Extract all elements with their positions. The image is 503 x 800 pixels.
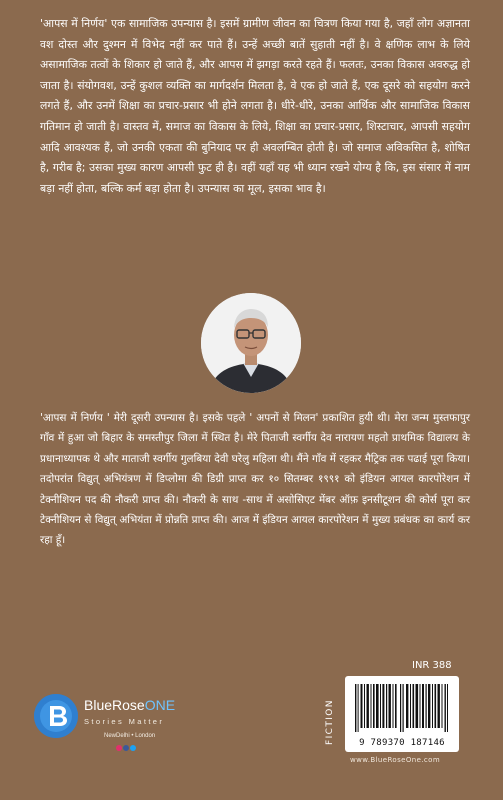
publisher-name-main: BlueRose xyxy=(84,697,145,713)
isbn-barcode xyxy=(345,676,459,752)
social-icons xyxy=(116,744,136,754)
facebook-icon xyxy=(123,745,129,751)
publisher-website: www.BlueRoseOne.com xyxy=(350,756,441,764)
author-bio: 'आपस में निर्णय ' मेरी दूसरी उपन्यास है। इसके पहले ' अपनों से मिलन' प्रकाशित हुयी थी। मेरा जन्म मुस्तफापुर गाँव में हुआ जो बिहार के समस्तीपुर जिला में स्थित है। मेरे पिताजी स्वर्गीय देव नारायण महतो प्राथमिक विद्यालय के प्रधानाध्यापक थे और माताजी स्वर्गीय गुलबिया देवी घरेलु महिला थी। मैंने गाँव में रहकर मैट्रिक तक पढाई पूरा किया। तदोपरांत विद्युत् अभियंत्रण में डिप्लोमा की डिग्री प्राप्त कर १० सितम्बर १९९१ को इंडियन आयल कारपोरेशन में टेक्नीशियन पद की नौकरी प्राप्त की। नौकरी के साथ -साथ में असोसिएट मेंबर ऑफ़ इनसीटूशन की कोर्स पूरा कर टेक्नीशियन से विद्युत् अभियंता में प्रोन्नति प्राप्त की। आज में इंडियन आयल कारपोरेशन में मुख्य प्रबंधक का कार्य कर रहा हूँ। xyxy=(40,412,470,547)
publisher-name xyxy=(84,697,175,713)
publisher-logo-icon xyxy=(34,694,78,738)
instagram-icon xyxy=(116,745,122,751)
genre-label: FICTION xyxy=(325,699,335,745)
isbn-number: 9 789370 187146 xyxy=(359,738,445,748)
publisher-tagline: Stories Matter xyxy=(84,717,165,726)
twitter-icon xyxy=(130,745,136,751)
price-label: INR 388 xyxy=(412,660,452,671)
publisher-name-accent: ONE xyxy=(144,697,176,713)
author-photo xyxy=(201,293,301,393)
book-blurb: 'आपस में निर्णय' एक सामाजिक उपन्यास है। इसमें ग्रामीण जीवन का चित्रण किया गया है, जहाँ लोग अज्ञानता वश दोस्त और दुश्मन में विभेद नहीं कर पाते हैं। उन्हें अच्छी बातें सुहाती नहीं है। वे क्षणिक लाभ के लिये असामाजिक तत्वों के शिकार हो जाते हैं, और आपस में झगड़ा करते रहते हैं। फलतः, उनका विकास अवरुद्ध हो जाता है। संयोगवश, उन्हें कुशल व्यक्ति का मार्गदर्शन मिलता है, वे एक हो जाते हैं, एक दूसरे को सहयोग करने लगते हैं, और उनमें शिक्षा का प्रचार-प्रसार भी होने लगता है। धीरे-धीरे, उनका आर्थिक और सामाजिक विकास गतिमान हो जाती है। वास्तव में, समाज का विकास के लिये, शिक्षा का प्रचार-प्रसार, शिस्टाचार, आपसी सहयोग आदि आवश्यक हैं, जो उनकी एकता की बुनियाद पर ही अवलम्बित होती है। जो समाज अविकसित है, शोषित है, गरीब है; उसका मुख्य कारण आपसी फुट ही है। वहीं यहाँ यह भी ध्यान रखने योग्य है कि, इस संसार में नाम बड़ा नहीं होता, बल्कि कर्म बड़ा होता है। उपन्यास का मूल, इसका भाव है। xyxy=(40,17,470,195)
publisher-locations: NewDelhi • London xyxy=(104,733,156,739)
